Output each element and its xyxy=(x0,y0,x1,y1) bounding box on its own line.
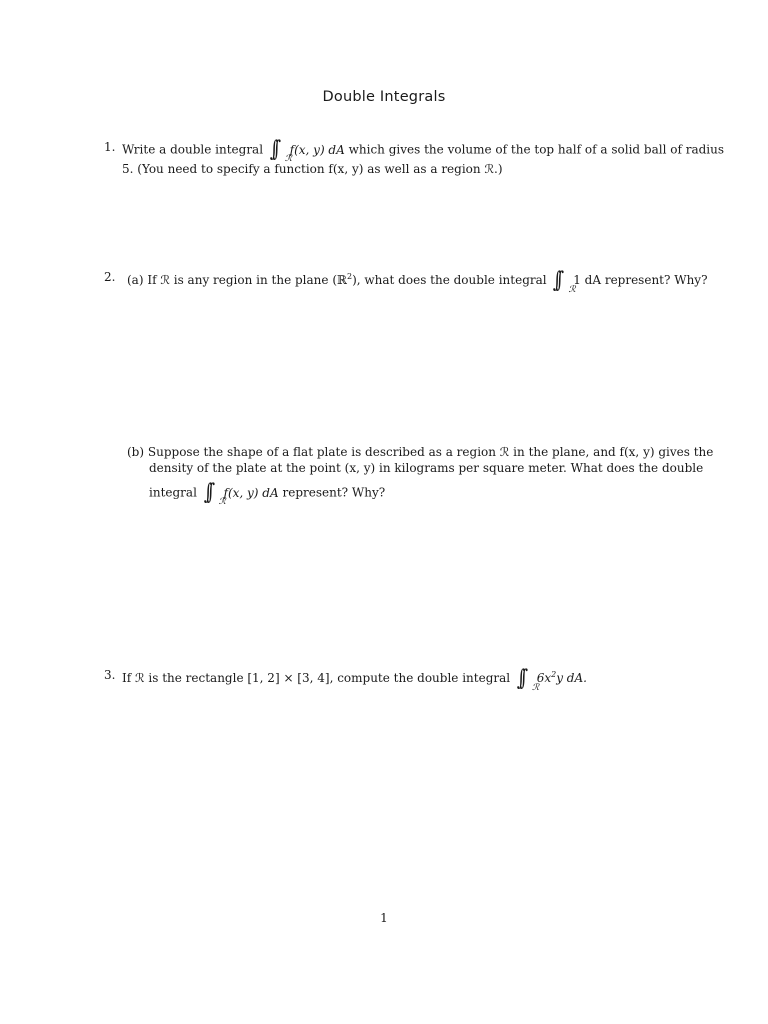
q1-integrand: f(x, y) dA xyxy=(289,142,345,157)
q1-line-1 xyxy=(122,137,725,164)
q2b-line-1-text: Suppose the shape of a flat plate is described as a region ℛ in the plane, and f(x, y) gives the xyxy=(147,445,714,459)
q2b-line-2: density of the plate at the point (x, y) in kilograms per square meter. What does the double xyxy=(149,461,704,475)
q2-number: 2. xyxy=(104,270,116,284)
q2b-post-text: represent? Why? xyxy=(282,485,386,500)
q1-line-2: 5. (You need to specify a function f(x, y) as well as a region ℛ.) xyxy=(122,162,503,176)
q3-integrand: $6x^2y$ dA. xyxy=(536,670,587,685)
q2b-line-1 xyxy=(127,444,713,460)
q2b-line-3 xyxy=(149,480,386,507)
q3-number: 3. xyxy=(104,668,116,682)
q1-post-text: which gives the volume of the top half of a solid ball of radius xyxy=(348,142,725,157)
q3-line xyxy=(122,665,587,693)
q2a-superscript: 2 xyxy=(346,272,353,281)
q2a-pre-text: If ℛ is any region in the plane (ℝ xyxy=(147,273,347,287)
q3-integral-symbol: ∫∫ ℛ xyxy=(516,665,540,693)
q1-integral-symbol: ∫∫ ℛ xyxy=(269,137,293,164)
q2b-label: (b) xyxy=(127,445,145,459)
q1-number: 1. xyxy=(104,140,116,154)
q3-pre-text: If ℛ is the rectangle [1, 2] × [3, 4], compute the double integral xyxy=(122,671,511,685)
q2a-line xyxy=(127,267,708,295)
q2b-pre-text: integral xyxy=(149,485,197,500)
page-title: Double Integrals xyxy=(322,89,446,105)
q2a-post-text: represent? Why? xyxy=(604,273,708,287)
q2a-integrand: 1 dA xyxy=(573,273,601,287)
page-number: 1 xyxy=(380,911,388,925)
q2b-integrand: f(x, y) dA xyxy=(223,485,279,500)
q2a-mid-text: ), what does the double integral xyxy=(352,273,547,287)
q2a-label: (a) xyxy=(127,273,144,287)
q1-pre-text: Write a double integral xyxy=(122,142,264,157)
q2a-integral-symbol: ∫∫ ℛ xyxy=(553,267,576,295)
q2b-integral-symbol: ∫∫ ℛ xyxy=(203,480,226,507)
